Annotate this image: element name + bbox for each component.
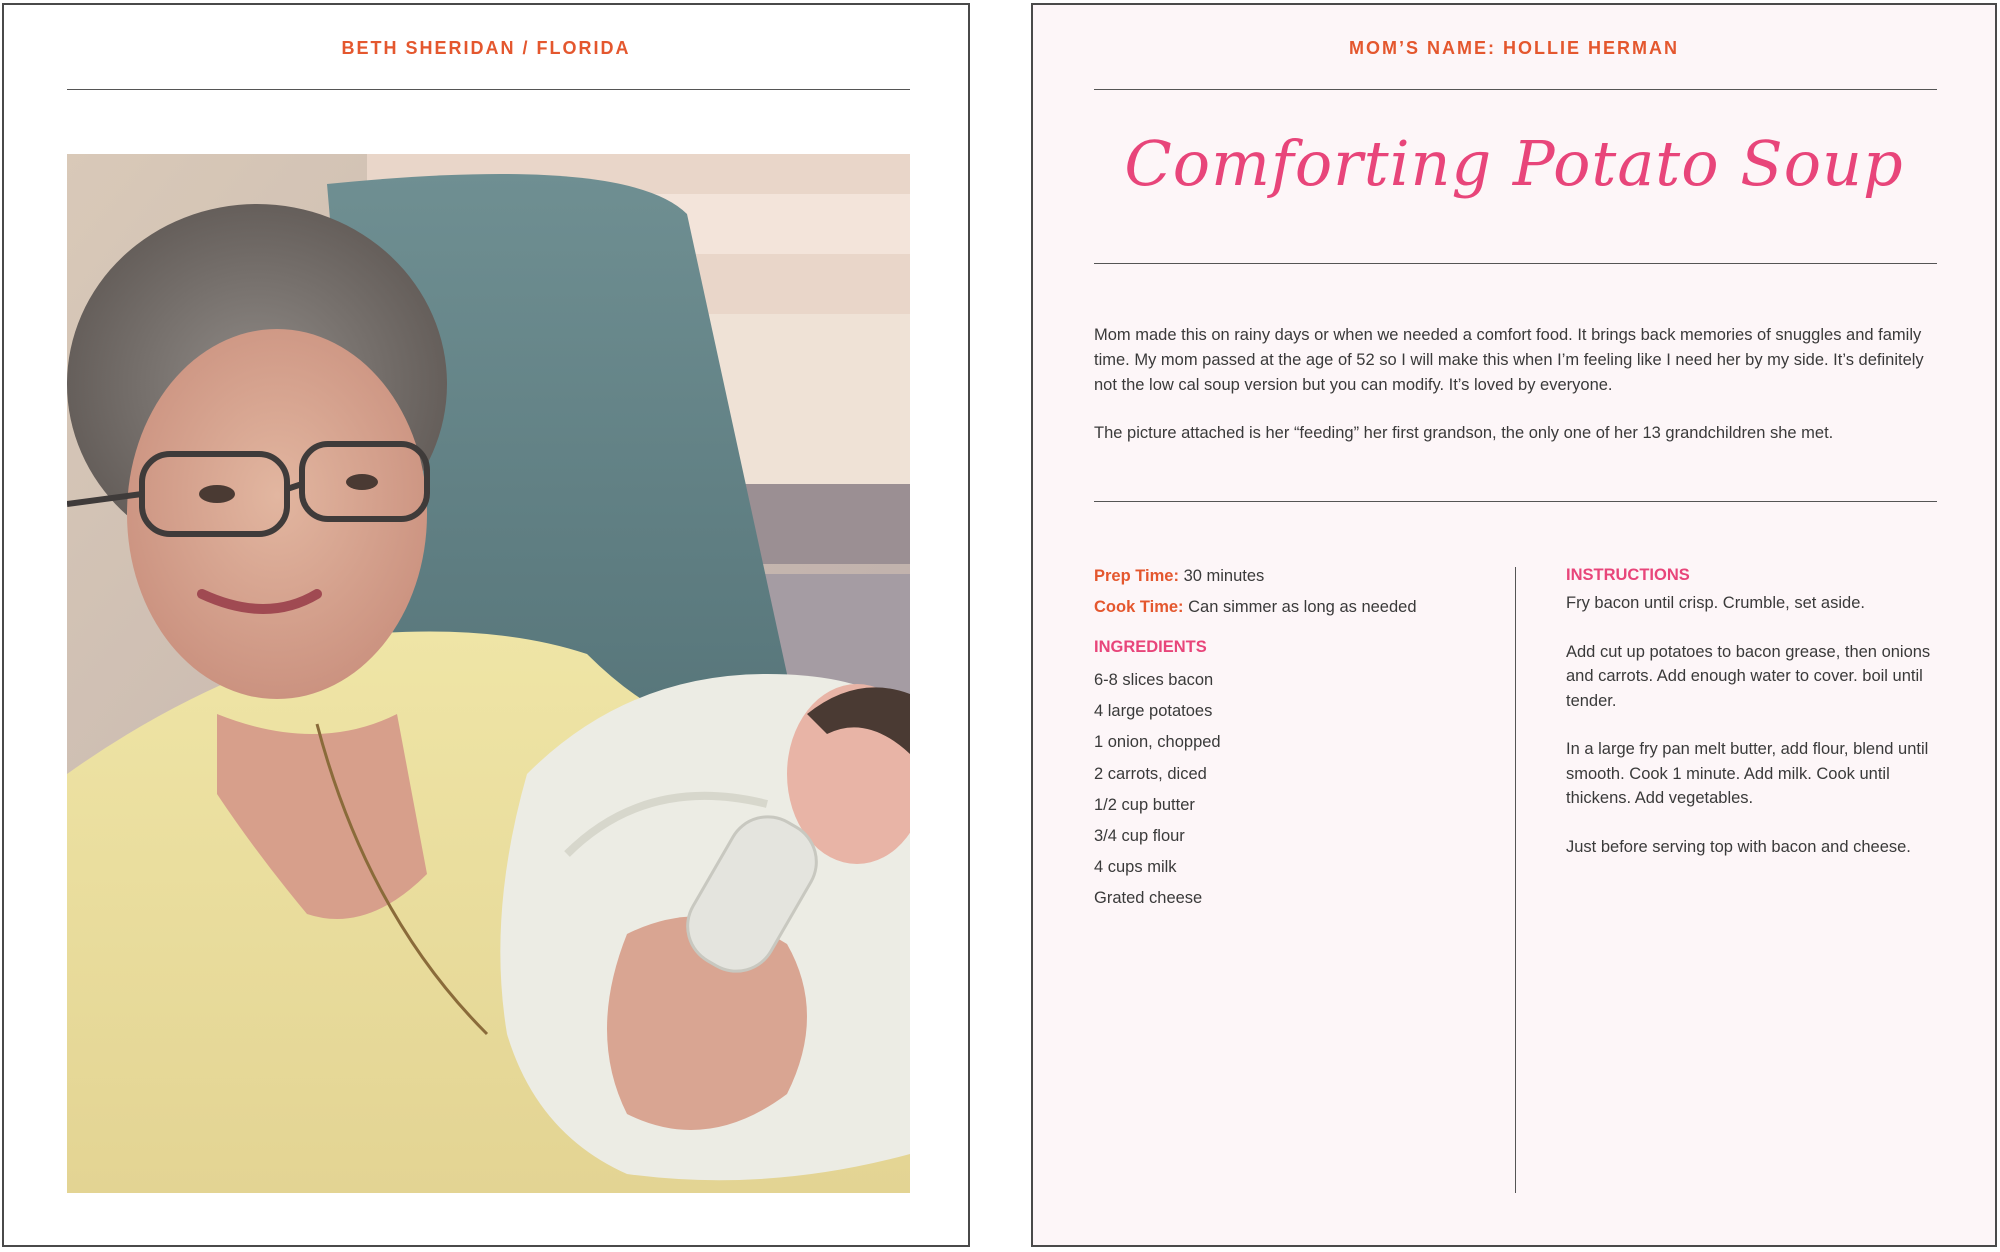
recipe-story (1094, 323, 1937, 469)
ingredient-item: 4 large potatoes (1094, 702, 1213, 721)
prep-time-value: 30 minutes (1183, 567, 1265, 585)
ingredient-item: 2 carrots, diced (1094, 764, 1207, 783)
story-divider (1094, 501, 1937, 502)
ingredient-item: 6-8 slices bacon (1094, 671, 1214, 689)
header-divider (67, 89, 910, 90)
ingredients-title: INGREDIENTS (1094, 638, 1207, 656)
recipe-title: Comforting Potato Soup (1124, 127, 1904, 200)
instruction-step: Add cut up potatoes to bacon grease, then onions and carrots. Add enough water to cover. boil until tender. (1566, 642, 1931, 710)
recipe-details-column (1094, 561, 1494, 915)
ingredient-item: Grated cheese (1094, 889, 1203, 908)
family-photo (67, 154, 910, 1193)
column-divider (1515, 567, 1516, 1193)
header-divider (1094, 89, 1937, 90)
instruction-step: Fry bacon until crisp. Crumble, set aside. (1566, 594, 1865, 612)
right-page (1031, 3, 1997, 1247)
instructions-title: INSTRUCTIONS (1566, 566, 1690, 584)
ingredient-item: 1 onion, chopped (1094, 733, 1221, 752)
instruction-step: Just before serving top with bacon and cheese. (1566, 837, 1911, 856)
prep-time (1094, 561, 1494, 592)
moms-name-header: MOM’S NAME: HOLLIE HERMAN (1349, 38, 1679, 58)
ingredients-list (1094, 665, 1494, 915)
contributor-header: BETH SHERIDAN / FLORIDA (341, 38, 631, 58)
instruction-step: In a large fry pan melt butter, add flour, blend until smooth. Cook 1 minute. Add milk. Cook until thickens. Add vegetables. (1566, 740, 1929, 807)
left-page (2, 3, 970, 1247)
story-paragraph: Mom made this on rainy days or when we needed a comfort food. It brings back memories of snuggles and family time. My mom passed at the age of 52 so I will make this when I’m feeling like I need her by my side. It’s definitely not the low cal soup version but you can modify. It’s loved by everyone. (1094, 326, 1924, 394)
title-divider (1094, 263, 1937, 264)
cook-time-label: Cook Time: (1094, 598, 1184, 616)
cook-time-value: Can simmer as long as needed (1188, 598, 1417, 616)
cook-time (1094, 592, 1494, 623)
prep-time-label: Prep Time: (1094, 567, 1179, 585)
ingredient-item: 4 cups milk (1094, 858, 1177, 877)
ingredient-item: 1/2 cup butter (1094, 795, 1195, 814)
story-paragraph: The picture attached is her “feeding” her first grandson, the only one of her 13 grandchildren she met. (1094, 424, 1834, 442)
ingredient-item: 3/4 cup flour (1094, 827, 1185, 846)
instructions-column (1566, 561, 1956, 883)
